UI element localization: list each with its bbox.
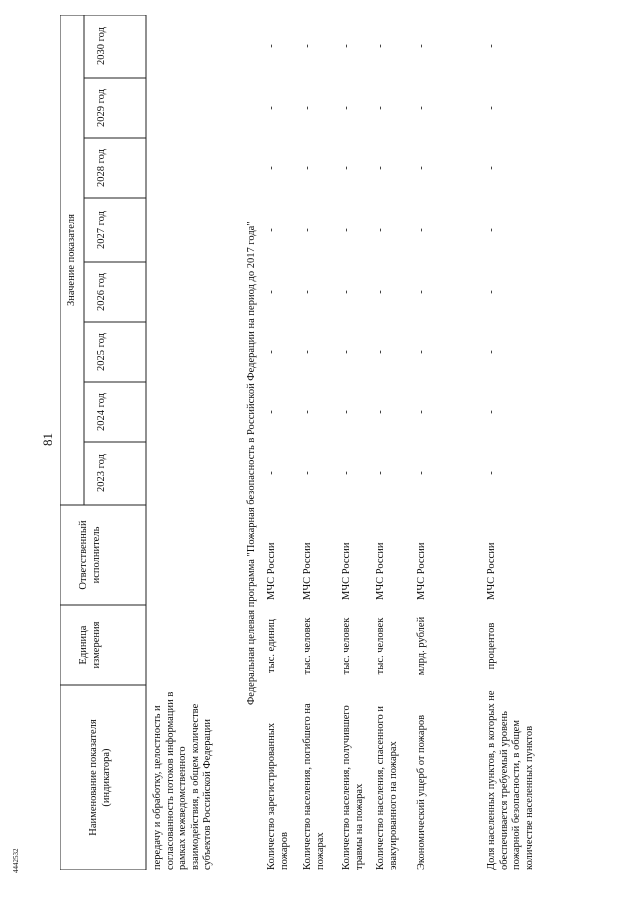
- row-name: Количество зарегистрированных пожаров: [266, 722, 290, 870]
- column-header-responsible: Ответственный исполнитель: [78, 520, 102, 590]
- row-value: -: [302, 471, 313, 475]
- row-name: Количество населения, спасенного и эвакуированного на пожарах: [375, 705, 399, 870]
- row-value: -: [375, 471, 386, 475]
- row-value: -: [486, 228, 497, 232]
- row-name: Доля населенных пунктов, в которых не обеспечивается требуемый уровень пожарной безопасности, в общем количестве населенных пунктов: [486, 690, 535, 870]
- row-unit: тыс. человек: [375, 617, 386, 675]
- row-value: -: [416, 106, 427, 110]
- row-value: -: [486, 471, 497, 475]
- row-value: -: [266, 44, 277, 48]
- row-unit: тыс. единиц: [266, 619, 277, 673]
- row-value: -: [486, 290, 497, 294]
- row-value: -: [416, 410, 427, 414]
- row-value: -: [341, 410, 352, 414]
- row-responsible: МЧС России: [416, 542, 427, 600]
- year-header: 2029 год: [96, 89, 107, 127]
- row-value: -: [416, 471, 427, 475]
- row-value: -: [341, 471, 352, 475]
- row-value: -: [341, 290, 352, 294]
- year-header: 2024 год: [96, 393, 107, 431]
- row-value: -: [341, 166, 352, 170]
- row-value: -: [341, 44, 352, 48]
- table-grid: [60, 15, 620, 870]
- row-value: -: [375, 106, 386, 110]
- row-value: -: [486, 166, 497, 170]
- row-name: Экономический ущерб от пожаров: [416, 714, 427, 870]
- row-value: -: [302, 166, 313, 170]
- row-value: -: [341, 350, 352, 354]
- row-value: -: [375, 290, 386, 294]
- document-code: 4442532: [12, 848, 20, 873]
- row-value: -: [375, 166, 386, 170]
- row-value: -: [341, 106, 352, 110]
- row-name: Количество населения, погибшего на пожарах: [302, 703, 326, 870]
- row-value: -: [266, 290, 277, 294]
- year-header: 2026 год: [96, 273, 107, 311]
- column-header-name: Наименование показателя (индикатора): [88, 719, 112, 836]
- row-value: -: [416, 290, 427, 294]
- row-value: -: [416, 44, 427, 48]
- row-unit: тыс. человек: [341, 617, 352, 675]
- row-value: -: [302, 228, 313, 232]
- row-value: -: [302, 44, 313, 48]
- row-value: -: [416, 166, 427, 170]
- year-header: 2028 год: [96, 149, 107, 187]
- row-value: -: [302, 410, 313, 414]
- row-unit: тыс. человек: [302, 617, 313, 675]
- row-responsible: МЧС России: [302, 542, 313, 600]
- row-unit: процентов: [486, 622, 497, 670]
- row-value: -: [266, 350, 277, 354]
- row-value: -: [266, 471, 277, 475]
- row-value: -: [266, 166, 277, 170]
- row-value: -: [375, 228, 386, 232]
- column-header-unit: Единица измерения: [78, 621, 102, 669]
- row-value: -: [486, 350, 497, 354]
- row-responsible: МЧС России: [486, 542, 497, 600]
- year-header: 2027 год: [96, 211, 107, 249]
- row-value: -: [266, 410, 277, 414]
- row-responsible: МЧС России: [341, 542, 352, 600]
- row-name: Количество населения, получившего травмы на пожарах: [341, 705, 365, 870]
- row-value: -: [266, 228, 277, 232]
- row-value: -: [486, 106, 497, 110]
- column-group-values: Значение показателя: [66, 214, 77, 306]
- row-value: -: [486, 410, 497, 414]
- row-value: -: [375, 44, 386, 48]
- row-unit: млрд. рублей: [416, 616, 427, 676]
- row-value: -: [486, 44, 497, 48]
- row-responsible: МЧС России: [375, 542, 386, 600]
- row-value: -: [341, 228, 352, 232]
- year-header: 2030 год: [96, 27, 107, 65]
- page-number: 81: [40, 433, 55, 446]
- row-value: -: [302, 350, 313, 354]
- row-value: -: [375, 410, 386, 414]
- section-title: Федеральная целевая программа "Пожарная безопасность в Российской Федерации на период до 2017 года": [246, 221, 257, 705]
- row-value: -: [302, 106, 313, 110]
- year-header: 2025 год: [96, 333, 107, 371]
- continuation-text: передачу и обработку, целостность и согласованность потоков информации в рамках межведомственного взаимодействия, в общем количестве субъектов Российской Федерации: [152, 691, 213, 870]
- row-value: -: [416, 228, 427, 232]
- table-page-landscape: [60, 15, 620, 870]
- year-header: 2023 год: [96, 454, 107, 492]
- row-value: -: [375, 350, 386, 354]
- row-value: -: [302, 290, 313, 294]
- row-responsible: МЧС России: [266, 542, 277, 600]
- row-value: -: [266, 106, 277, 110]
- row-value: -: [416, 350, 427, 354]
